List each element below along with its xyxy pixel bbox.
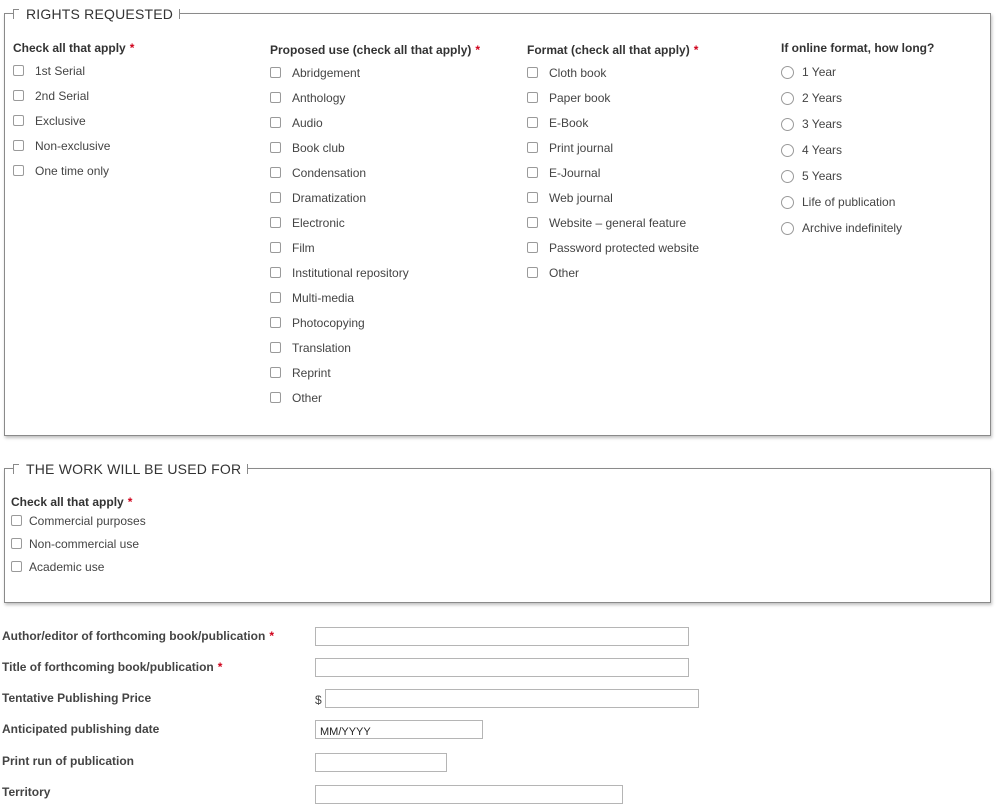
checkbox-box[interactable]	[11, 515, 22, 526]
legend-bracket-right	[247, 464, 248, 474]
online-duration-heading: If online format, how long?	[781, 41, 935, 55]
checkbox-non-exclusive[interactable]: Non-exclusive	[13, 133, 134, 158]
online-duration-column	[781, 41, 934, 241]
checkbox-condensation[interactable]: Condensation	[270, 160, 480, 185]
rights-requested-title: RIGHTS REQUESTED	[26, 6, 174, 22]
required-marker: *	[475, 43, 481, 57]
radio-circle[interactable]	[781, 118, 794, 131]
radio-4-years[interactable]: 4 Years	[781, 137, 934, 163]
publication-title-label: Title of forthcoming book/publication *	[2, 660, 223, 674]
checkbox-box[interactable]	[527, 92, 538, 103]
checkbox-reprint[interactable]: Reprint	[270, 360, 480, 385]
checkbox-box[interactable]	[11, 538, 22, 549]
checkbox-box[interactable]	[527, 167, 538, 178]
legend-bracket-right	[179, 9, 180, 19]
checkbox-print-journal[interactable]: Print journal	[527, 135, 699, 160]
checkbox-web-journal[interactable]: Web journal	[527, 185, 699, 210]
checkbox-box[interactable]	[527, 67, 538, 78]
checkbox-box[interactable]	[270, 317, 281, 328]
radio-circle[interactable]	[781, 196, 794, 209]
checkbox-box[interactable]	[270, 267, 281, 278]
checkbox-box[interactable]	[13, 65, 24, 76]
checkbox-use-other[interactable]: Other	[270, 385, 480, 410]
radio-3-years[interactable]: 3 Years	[781, 111, 934, 137]
required-marker: *	[693, 43, 699, 57]
legend-bracket-left	[13, 9, 19, 19]
checkbox-box[interactable]	[527, 117, 538, 128]
radio-circle[interactable]	[781, 92, 794, 105]
rights-requested-legend	[13, 5, 180, 23]
currency-symbol: $	[315, 693, 322, 707]
checkbox-box[interactable]	[527, 242, 538, 253]
print-run-input[interactable]	[315, 753, 447, 772]
checkbox-box[interactable]	[527, 192, 538, 203]
checkbox-e-book[interactable]: E-Book	[527, 110, 699, 135]
territory-input[interactable]	[315, 785, 623, 804]
print-run-label: Print run of publication	[2, 754, 134, 768]
rights-type-heading: Check all that apply *	[13, 41, 135, 55]
required-marker: *	[129, 41, 135, 55]
checkbox-audio[interactable]: Audio	[270, 110, 480, 135]
checkbox-box[interactable]	[270, 92, 281, 103]
author-editor-row	[0, 627, 1000, 647]
checkbox-exclusive[interactable]: Exclusive	[13, 108, 134, 133]
publishing-price-input[interactable]	[325, 689, 699, 708]
checkbox-1st-serial[interactable]: 1st Serial	[13, 58, 134, 83]
checkbox-photocopying[interactable]: Photocopying	[270, 310, 480, 335]
checkbox-dramatization[interactable]: Dramatization	[270, 185, 480, 210]
radio-circle[interactable]	[781, 222, 794, 235]
radio-circle[interactable]	[781, 144, 794, 157]
checkbox-electronic[interactable]: Electronic	[270, 210, 480, 235]
radio-archive-indefinitely[interactable]: Archive indefinitely	[781, 215, 934, 241]
checkbox-institutional-repository[interactable]: Institutional repository	[270, 260, 480, 285]
checkbox-translation[interactable]: Translation	[270, 335, 480, 360]
author-editor-label: Author/editor of forthcoming book/publication *	[2, 629, 274, 643]
checkbox-box[interactable]	[270, 292, 281, 303]
checkbox-box[interactable]	[270, 142, 281, 153]
format-heading: Format (check all that apply) *	[527, 43, 699, 57]
checkbox-box[interactable]	[270, 217, 281, 228]
required-marker: *	[127, 495, 133, 509]
checkbox-cloth-book[interactable]: Cloth book	[527, 60, 699, 85]
checkbox-2nd-serial[interactable]: 2nd Serial	[13, 83, 134, 108]
checkbox-box[interactable]	[13, 115, 24, 126]
work-usage-title: THE WORK WILL BE USED FOR	[26, 461, 242, 477]
checkbox-box[interactable]	[13, 140, 24, 151]
checkbox-film[interactable]: Film	[270, 235, 480, 260]
checkbox-box[interactable]	[527, 217, 538, 228]
checkbox-e-journal[interactable]: E-Journal	[527, 160, 699, 185]
radio-1-year[interactable]: 1 Year	[781, 59, 934, 85]
publication-title-row	[0, 658, 1000, 678]
checkbox-box[interactable]	[270, 367, 281, 378]
proposed-use-column	[270, 43, 480, 410]
work-usage-fieldset	[4, 461, 991, 603]
checkbox-paper-book[interactable]: Paper book	[527, 85, 699, 110]
work-usage-column	[11, 495, 146, 578]
publishing-date-row	[0, 720, 1000, 740]
legend-bracket-left	[13, 464, 19, 474]
checkbox-box[interactable]	[270, 192, 281, 203]
territory-row	[0, 783, 1000, 803]
publishing-price-row	[0, 689, 1000, 709]
territory-label: Territory	[2, 785, 51, 799]
print-run-row	[0, 752, 1000, 772]
checkbox-website-general-feature[interactable]: Website – general feature	[527, 210, 699, 235]
checkbox-abridgement[interactable]: Abridgement	[270, 60, 480, 85]
publishing-price-label: Tentative Publishing Price	[2, 691, 152, 705]
checkbox-box[interactable]	[13, 90, 24, 101]
checkbox-box[interactable]	[270, 67, 281, 78]
author-editor-input[interactable]	[315, 627, 689, 646]
checkbox-box[interactable]	[270, 117, 281, 128]
work-usage-heading: Check all that apply *	[11, 495, 133, 509]
checkbox-anthology[interactable]: Anthology	[270, 85, 480, 110]
checkbox-multi-media[interactable]: Multi-media	[270, 285, 480, 310]
radio-5-years[interactable]: 5 Years	[781, 163, 934, 189]
radio-2-years[interactable]: 2 Years	[781, 85, 934, 111]
radio-life-of-publication[interactable]: Life of publication	[781, 189, 934, 215]
publishing-date-label: Anticipated publishing date	[2, 722, 160, 736]
checkbox-format-other[interactable]: Other	[527, 260, 699, 285]
radio-circle[interactable]	[781, 170, 794, 183]
checkbox-box[interactable]	[527, 142, 538, 153]
publication-title-input[interactable]	[315, 658, 689, 677]
rights-type-column	[13, 41, 134, 183]
format-column	[527, 43, 699, 285]
checkbox-box[interactable]	[270, 167, 281, 178]
rights-requested-fieldset	[4, 6, 991, 436]
publishing-date-input[interactable]	[315, 720, 483, 739]
checkbox-box[interactable]	[13, 165, 24, 176]
radio-circle[interactable]	[781, 66, 794, 79]
checkbox-box[interactable]	[270, 242, 281, 253]
work-usage-legend	[13, 460, 248, 478]
checkbox-non-commercial-use[interactable]: Non-commercial use	[11, 532, 146, 555]
checkbox-book-club[interactable]: Book club	[270, 135, 480, 160]
checkbox-box[interactable]	[270, 342, 281, 353]
checkbox-password-protected-website[interactable]: Password protected website	[527, 235, 699, 260]
checkbox-commercial-purposes[interactable]: Commercial purposes	[11, 509, 146, 532]
checkbox-box[interactable]	[11, 561, 22, 572]
checkbox-one-time-only[interactable]: One time only	[13, 158, 134, 183]
checkbox-box[interactable]	[527, 267, 538, 278]
checkbox-academic-use[interactable]: Academic use	[11, 555, 146, 578]
checkbox-box[interactable]	[270, 392, 281, 403]
proposed-use-heading: Proposed use (check all that apply) *	[270, 43, 481, 57]
